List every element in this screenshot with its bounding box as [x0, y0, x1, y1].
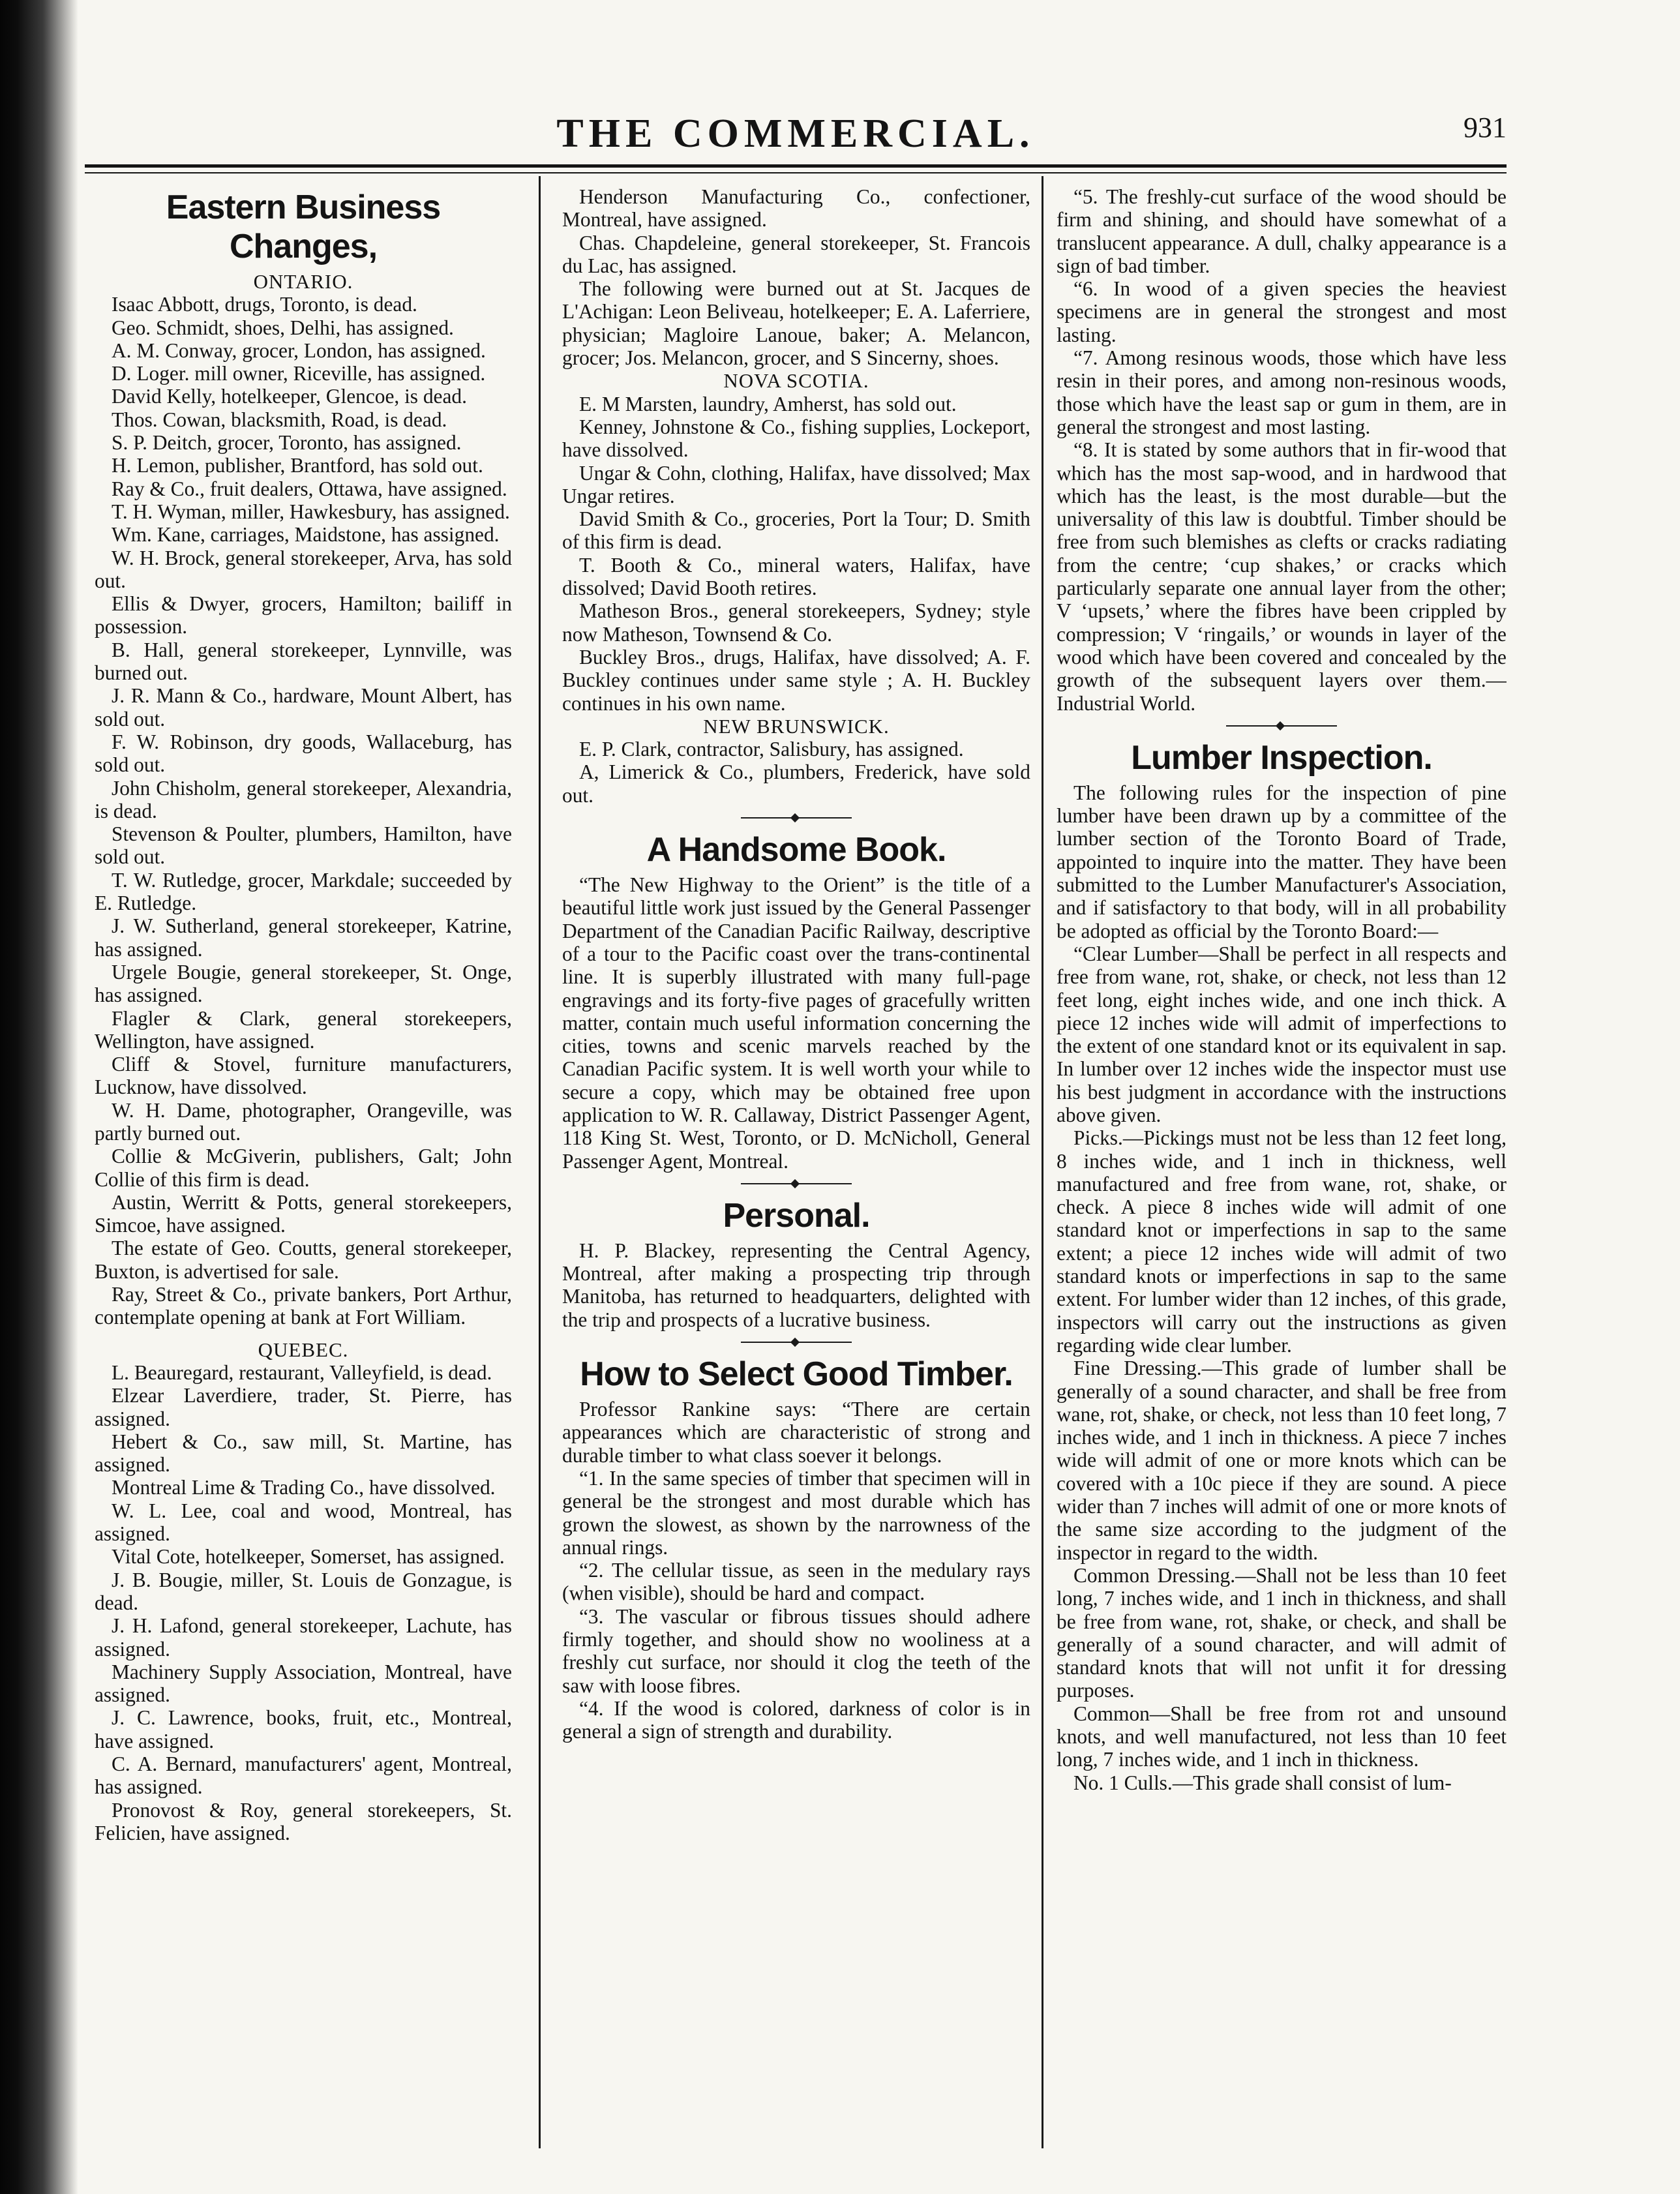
paragraph: Chas. Chapdeleine, general storekeeper, St. Francois du Lac, has assigned. [562, 231, 1030, 277]
paragraph: “2. The cellular tissue, as seen in the medulary rays (when visible), should be hard and compact. [562, 1559, 1030, 1605]
paragraph: Austin, Werritt & Potts, general storekeepers, Simcoe, have assigned. [95, 1190, 512, 1237]
paragraph: Wm. Kane, carriages, Maidstone, has assigned. [112, 523, 500, 547]
handsome-book-paragraph: “The New Highway to the Orient” is the title of a beautiful little work just issued by the General Passenger Department of the Canadian Pacific Railway, descriptive of a tour to the Pacific coast over the trans-continental line. It is superbly illustrated with many full-page engravings and its forty-five pages of gracefully written matter, contain much useful information concerning the cities, towns and scenic marvels reached by the Canadian Pacific system. It is well worth your while to secure a copy, which may be obtained free upon application to W. R. Callaway, District Passenger Agent, 118 King St. West, Toronto, or D. McNicholl, General Passenger Agent, Montreal. [562, 873, 1030, 1173]
paragraph: Ray & Co., fruit dealers, Ottawa, have assigned. [112, 477, 507, 500]
paragraph: No. 1 Culls.—This grade shall consist of lum- [1073, 1771, 1452, 1794]
paragraph: Buckley Bros., drugs, Halifax, have dissolved; A. F. Buckley continues under same style ; A. H. Buckley continues in his own name. [562, 645, 1030, 715]
column-divider-1 [539, 176, 541, 2148]
paragraph: “7. Among resinous woods, those which have less resin in their pores, and among non-resinous woods, those which have the least sap or gum in them, are in general the strongest and most lasting. [1057, 346, 1507, 438]
paragraph: H. Lemon, publisher, Brantford, has sold out. [112, 454, 483, 477]
paragraph: J. B. Bougie, miller, St. Louis de Gonzague, is dead. [95, 1568, 512, 1614]
paragraph: Common—Shall be free from rot and unsound knots, and well manufactured, not less than 10 feet long, 7 inches wide, and 1 inch in thickness. [1057, 1702, 1507, 1771]
paragraph: Machinery Supply Association, Montreal, have assigned. [95, 1660, 512, 1707]
paragraph: Henderson Manufacturing Co., confectioner, Montreal, have assigned. [562, 185, 1030, 232]
paragraph: A. M. Conway, grocer, London, has assigned. [112, 338, 486, 362]
paragraph: Ray, Street & Co., private bankers, Port Arthur, contemplate opening at bank at Fort William. [95, 1283, 512, 1329]
paragraph: D. Loger. mill owner, Riceville, has assigned. [112, 362, 486, 385]
paragraph: J. C. Lawrence, books, fruit, etc., Montreal, have assigned. [95, 1706, 512, 1752]
quebec-items [95, 1361, 512, 1844]
paragraph: Pronovost & Roy, general storekeepers, St. Felicien, have assigned. [95, 1798, 512, 1844]
paragraph: F. W. Robinson, dry goods, Wallaceburg, has sold out. [95, 730, 512, 777]
paragraph: Fine Dressing.—This grade of lumber shall be generally of a sound character, and shall be free from wane, rot, shake, or check, not less than 10 feet long, 7 inches wide, and 1 inch in thickness. A piece 7 inches wide will admit of one or more knots which can be covered with a 10c piece if they are sound. A piece wider than 7 inches will admit of one or more knots of the same size according to the judgment of the inspector in regard to the width. [1057, 1357, 1507, 1564]
section-heading-personal: Personal. [723, 1196, 870, 1235]
section-ornament [741, 813, 852, 822]
paragraph: John Chisholm, general storekeeper, Alexandria, is dead. [95, 776, 512, 822]
paragraph: Stevenson & Poulter, plumbers, Hamilton, have sold out. [95, 822, 512, 869]
newspaper-title: THE COMMERCIAL. [556, 112, 1035, 156]
paragraph: Common Dressing.—Shall not be less than 10 feet long, 7 inches wide, and 1 inch in thickness, and shall be free from wane, rot, shake, or check, and shall be generally of a sound character, and will admit of standard knots that will not unfit it for dressing purposes. [1057, 1563, 1507, 1702]
paragraph: “8. It is stated by some authors that in fir-wood that which has the most sap-wood, and in hardwood that which has the least, is the most durable—but the universality of this law is doubtful. Timber should be free from such blemishes as clefts or cracks radiating from the centre; ‘cup shakes,’ or cracks which particularly separate one annual layer from the other; V ‘upsets,’ where the fibres have been crippled by compression; V ‘ringails,’ or wounds in layer of the wood which have been covered and concealed by the growth of the subsequent layers over them.—Industrial World. [1057, 438, 1507, 715]
paragraph: Vital Cote, hotelkeeper, Somerset, has assigned. [112, 1545, 505, 1569]
page-number: 931 [1463, 112, 1507, 143]
paragraph: Montreal Lime & Trading Co., have dissolved. [112, 1476, 496, 1499]
paragraph: J. R. Mann & Co., hardware, Mount Albert, has sold out. [95, 684, 512, 730]
paragraph: L. Beauregard, restaurant, Valleyfield, is dead. [112, 1360, 492, 1384]
paragraph: Picks.—Pickings must not be less than 12 feet long, 8 inches wide, and 1 inch in thickness, well manufactured and free from wane, rot, shake, or check. A piece 8 inches wide will admit of one standard knot or imperfections in sap to the same extent; a piece 12 inches wide will admit of two standard knots or imperfections in sap to the same extent. For lumber wider than 12 inches, of this grade, inspectors will carry out the instructions as given regarding wide clear lumber. [1057, 1126, 1507, 1357]
paragraph: Hebert & Co., saw mill, St. Martine, has assigned. [95, 1430, 512, 1477]
paragraph: E. M Marsten, laundry, Amherst, has sold out. [579, 392, 957, 415]
paragraph: Collie & McGiverin, publishers, Galt; John Collie of this firm is dead. [95, 1145, 512, 1191]
paragraph: J. W. Sutherland, general storekeeper, Katrine, has assigned. [95, 914, 512, 961]
paragraph: “1. In the same species of timber that specimen will in general be the strongest and most durable which has grown the slowest, as shown by the narrowness of the annual rings. [562, 1466, 1030, 1559]
paragraph: Professor Rankine says: “There are certain appearances which are characteristic of strong and durable timber to what class soever it belongs. [562, 1398, 1030, 1467]
paragraph: T. W. Rutledge, grocer, Markdale; succeeded by E. Rutledge. [95, 868, 512, 915]
section-ornament [741, 1338, 852, 1347]
paragraph: David Smith & Co., groceries, Port la Tour; D. Smith of this firm is dead. [562, 507, 1030, 554]
section-heading-select-good-timber: How to Select Good Timber. [580, 1355, 1013, 1394]
paragraph: The estate of Geo. Coutts, general storekeeper, Buxton, is advertised for sale. [95, 1237, 512, 1283]
paragraph: Elzear Laverdiere, trader, St. Pierre, has assigned. [95, 1384, 512, 1430]
masthead [85, 111, 1507, 157]
subheading-new-brunswick: NEW BRUNSWICK. [703, 714, 890, 738]
timber-paragraphs [562, 1398, 1030, 1743]
masthead-rule-thin [85, 172, 1507, 173]
paragraph: Kenney, Johnstone & Co., fishing supplies, Lockeport, have dissolved. [562, 415, 1030, 462]
paragraph: Ungar & Cohn, clothing, Halifax, have dissolved; Max Ungar retires. [562, 461, 1030, 507]
paragraph: “6. In wood of a given species the heaviest specimens are in general the strongest and most lasting. [1057, 277, 1507, 346]
paragraph: T. H. Wyman, miller, Hawkesbury, has assigned. [112, 500, 510, 523]
paragraph: Isaac Abbott, drugs, Toronto, is dead. [112, 293, 417, 316]
paragraph: The following rules for the inspection of pine lumber have been drawn up by a committee of the lumber section of the Toronto Board of Trade, appointed to inquire into the matter. They have been submitted to the Lumber Manufacturer's Association, and if satisfactory to that body, will in all probability be adopted as official by the Toronto Board:— [1057, 781, 1507, 942]
paragraph: “4. If the wood is colored, darkness of color is in general a sign of strength and durability. [562, 1696, 1030, 1743]
column-1 [95, 185, 512, 2155]
scan-edge-shadow [0, 0, 78, 2194]
masthead-rule-thick [85, 164, 1507, 168]
paragraph: The following were burned out at St. Jacques de L'Achigan: Leon Beliveau, hotelkeeper; E. A. Laferriere, physician; Magloire Lanoue, baker; A. Melancon, grocer; Jos. Melancon, grocer, and S Sincerny, shoes. [562, 277, 1030, 370]
paragraph: Flagler & Clark, general storekeepers, Wellington, have assigned. [95, 1006, 512, 1053]
section-heading-handsome-book: A Handsome Book. [646, 831, 946, 869]
paragraph: T. Booth & Co., mineral waters, Halifax, have dissolved; David Booth retires. [562, 553, 1030, 600]
paragraph: “3. The vascular or fibrous tissues should adhere firmly together, and should show no wooliness at a freshly cut surface, nor should it clog the teeth of the saw with loose fibres. [562, 1604, 1030, 1697]
paragraph: S. P. Deitch, grocer, Toronto, has assigned. [112, 431, 462, 455]
paragraph: B. Hall, general storekeeper, Lynnville, was burned out. [95, 638, 512, 685]
paragraph: David Kelly, hotelkeeper, Glencoe, is dead. [112, 385, 467, 408]
personal-paragraph: H. P. Blackey, representing the Central Agency, Montreal, after making a prospecting trip through Manitoba, has returned to headquarters, delighted with the trip and prospects of a lucrative business. [562, 1239, 1030, 1331]
paragraph: J. H. Lafond, general storekeeper, Lachute, has assigned. [95, 1614, 512, 1661]
section-ornament [741, 1179, 852, 1188]
paragraph: Ellis & Dwyer, grocers, Hamilton; bailiff in possession. [95, 592, 512, 639]
timber-continued-paragraphs [1057, 185, 1507, 715]
paragraph: A, Limerick & Co., plumbers, Frederick, have sold out. [562, 760, 1030, 807]
paragraph: C. A. Bernard, manufacturers' agent, Montreal, has assigned. [95, 1752, 512, 1799]
paragraph: Cliff & Stovel, furniture manufacturers, Lucknow, have dissolved. [95, 1053, 512, 1099]
new-brunswick-items [562, 738, 1030, 807]
paragraph: Thos. Cowan, blacksmith, Road, is dead. [112, 408, 447, 431]
subheading-nova-scotia: NOVA SCOTIA. [723, 369, 869, 393]
nova-scotia-items [562, 393, 1030, 715]
subheading-ontario: ONTARIO. [253, 270, 353, 293]
quebec-continued-items [562, 185, 1030, 369]
paragraph: “5. The freshly-cut surface of the wood should be firm and shining, and should have somewhat of a translucent appearance. A dull, chalky appearance is a sign of bad timber. [1057, 185, 1507, 277]
paragraph: W. L. Lee, coal and wood, Montreal, has assigned. [95, 1499, 512, 1546]
paragraph: Geo. Schmidt, shoes, Delhi, has assigned. [112, 316, 454, 339]
subheading-quebec: QUEBEC. [258, 1338, 349, 1361]
column-3 [1057, 185, 1507, 2155]
ontario-items [95, 293, 512, 1329]
paragraph: Matheson Bros., general storekeepers, Sydney; style now Matheson, Townsend & Co. [562, 599, 1030, 646]
paragraph: W. H. Dame, photographer, Orangeville, was partly burned out. [95, 1098, 512, 1145]
lumber-inspection-paragraphs [1057, 781, 1507, 1794]
paragraph: W. H. Brock, general storekeeper, Arva, has sold out. [95, 546, 512, 592]
section-heading-lumber-inspection: Lumber Inspection. [1131, 738, 1432, 777]
section-heading-eastern-business-changes: Eastern Business Changes, [166, 188, 441, 265]
paragraph: Urgele Bougie, general storekeeper, St. Onge, has assigned. [95, 960, 512, 1007]
column-2 [562, 185, 1030, 2155]
paragraph: E. P. Clark, contractor, Salisbury, has assigned. [579, 738, 964, 761]
paragraph: “Clear Lumber—Shall be perfect in all respects and free from wane, rot, shake, or check, not less than 12 feet long, eight inches wide, and one inch thick. A piece 12 inches wide will admit of imperfections to the extent of one standard knot or its equivalent in sap. In lumber over 12 inches wide the inspector must use his best judgment in accordance with the instructions above given. [1057, 942, 1507, 1126]
section-ornament [1226, 721, 1337, 730]
column-divider-2 [1042, 176, 1043, 2148]
